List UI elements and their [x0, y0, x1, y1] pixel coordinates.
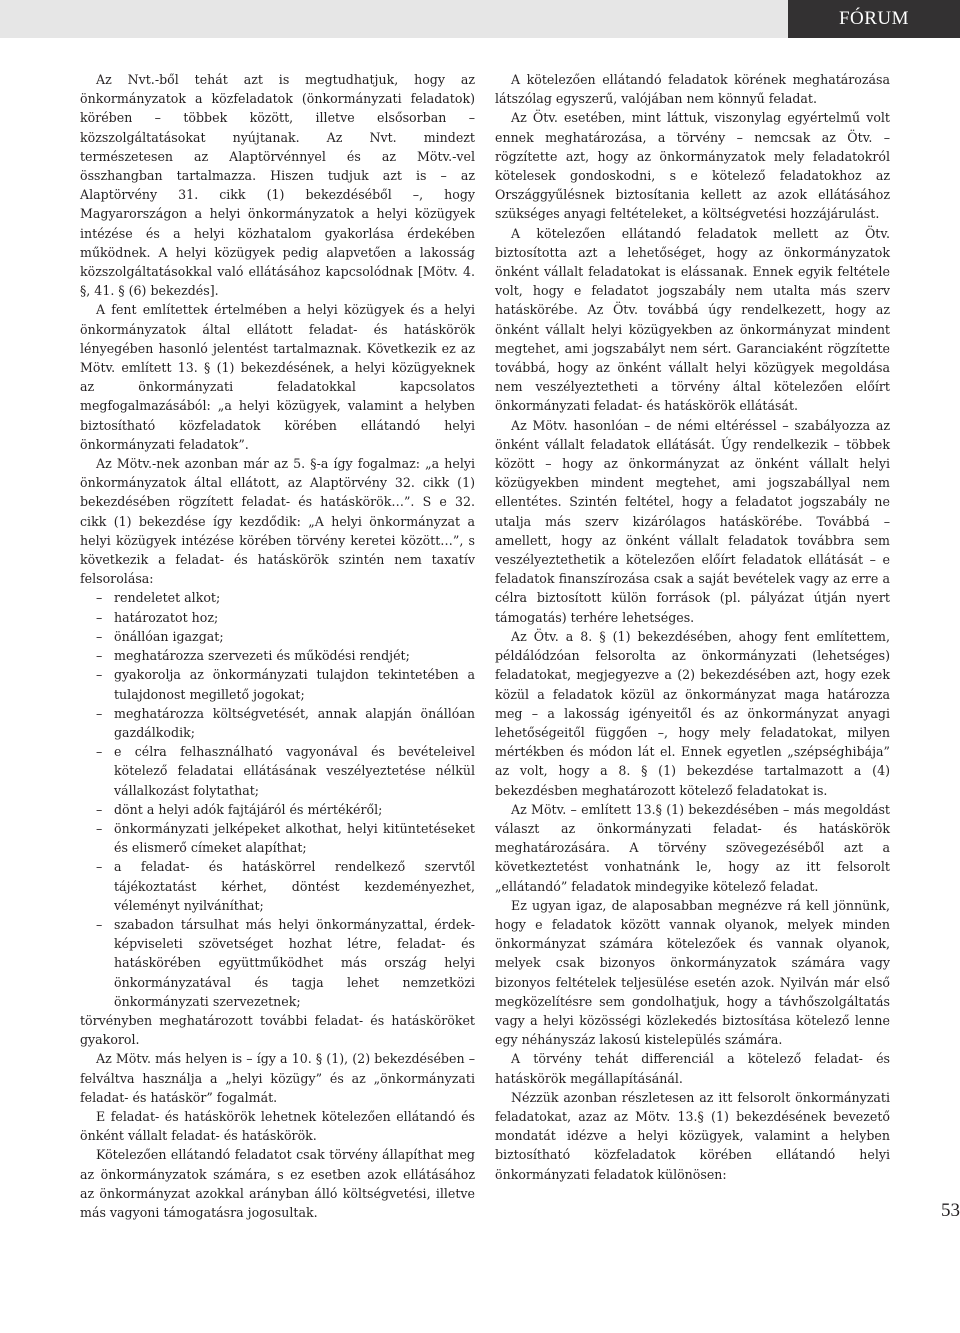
paragraph: Az Ötv. esetében, mint láttuk, viszonylag egyértelmű volt ennek meghatározása, a törvény – nemcsak az Ötv. – rögzítette azt, hogy az önkormányzatok mely feladatokról kötelesek gondoskodni, s e kötelező feladatokhoz az Országgyűlésnek biztosítania kellett az azok ellátásához szükséges anyagi feltételeket, a költségvetési hozzájárulást.	[495, 110, 890, 222]
list-item: – önállóan igazgat;	[114, 627, 475, 646]
paragraph: Az Ötv. a 8. § (1) bekezdésében, ahogy fent említettem, példálódzóan felsorolta az önkormányzati (lehetséges) feladatokat, megjegyezve a (2) bekezdésében azt, hogy ezek közül a feladatok közül az önkormányzat maga határozza meg – a lakosság igényeitől és az önkormányzat anyagi lehetőségeitől függően –, hogy mely feladatokat, milyen mértékben és módon lát el. Ennek egyetlen „szépséghibája” az volt, hogy a 8. § (1) bekezdése tartalmazott a (4) bekezdésben meghatározott kötelező feladatokat is.	[495, 628, 890, 798]
paragraph: E feladat- és hatáskörök lehetnek kötelezően ellátandó és önként vállalt feladat- és hatáskörök.	[80, 1108, 475, 1144]
paragraph: Ez ugyan igaz, de alaposabban megnézve rá kell jönnünk, hogy e feladatok között vannak olyanok, melyek minden önkormányzat számára kötelezőek és vannak olyanok, melyek csak bizonyos önkormányzatok számára vagy bizonyos feltételek teljesülése esetén azok. Nyilván már első megközelítésre sem gondolhatjuk, hogy a távhőszolgáltatás vagy a helyi közösségi közlekedés biztosítása kötelező lenne egy néhányszáz lakosú kistelepülés számára.	[495, 897, 890, 1048]
list-item: – e célra felhasználható vagyonával és bevételeivel kötelező feladatai ellátásának veszélyeztetése nélkül vállalkozást folytathat;	[114, 742, 475, 800]
paragraph: Nézzük azonban részletesen az itt felsorolt önkormányzati feladatokat, azaz az Mötv. 13.§ (1) bekezdésének bevezető mondatát idézve a helyi közügyek, valamint a helyben biztosítható közfeladatok körében ellátandó helyi önkormányzati feladatok különösen:	[495, 1089, 890, 1182]
list-item: – meghatározza költségvetését, annak alapján önállóan gazdálkodik;	[114, 704, 475, 742]
list-item: – meghatározza szervezeti és működési rendjét;	[114, 646, 475, 665]
left-column	[80, 70, 475, 1222]
right-column	[495, 70, 890, 1184]
paragraph: Az Mötv. más helyen is – így a 10. § (1), (2) bekezdésében – felváltva használja a „helyi közügy” és az „önkormányzati feladat- és hatáskör” fogalmát.	[80, 1051, 475, 1105]
section-label: FÓRUM	[788, 0, 960, 38]
paragraph: Kötelezően ellátandó feladatot csak törvény állapíthat meg az önkormányzatok számára, s ez esetben azok ellátásához az önkormányzat azokkal arányban álló költségvetési, illetve más vagyoni támogatásra jogosultak.	[80, 1147, 475, 1220]
list-item: – dönt a helyi adók fajtájáról és mértékéről;	[114, 800, 475, 819]
list-item: – a feladat- és hatáskörrel rendelkező szervtől tájékoztatást kérhet, döntést kezdeményezhet, véleményt nyilváníthat;	[114, 857, 475, 915]
paragraph: törvényben meghatározott további feladat- és hatásköröket gyakorol.	[80, 1012, 475, 1048]
paragraph: A kötelezően ellátandó feladatok mellett az Ötv. biztosította azt a lehetőséget, hogy az önkormányzatok önként vállalt feladatokat is elássanak. Ennek egyik feltétele volt, hogy e feladatot jogszabály nem utalta más szerv hatáskörébe. Az Ötv. továbbá úgy rendelkezett, hogy az önként vállalt helyi közügyekben az önkormányzat mindent megtehet, ami jogszabályt nem sért. Garanciaként rögzítette továbbá, hogy az önként vállalt helyi közügyek megoldása nem veszélyeztetheti a törvény által kötelezően előírt önkormányzati feladat- és hatáskörök ellátását.	[495, 225, 890, 414]
page-number: 53	[941, 1200, 960, 1221]
paragraph: A fent említettek értelmében a helyi közügyek és a helyi önkormányzatok által ellátott feladat- és hatáskörök lényegében hasonló jelentést tartalmaznak. Következik ez az Mötv. említett 13. § (1) bekezdésének, a helyi közügyeknek az önkormányzati feladatokkal kapcsolatos megfogalmazásából: „a helyi közügyek, valamint a helyben biztosítható közfeladatok körében ellátandó helyi önkormányzati feladatok”.	[80, 302, 475, 452]
paragraph: Az Nvt.-ből tehát azt is megtudhatjuk, hogy az önkormányzatok a közfeladatok (önkormányzati feladatok) körében – többek között, illetve elsősorban – közszolgáltatásokat nyújtanak. Az Nvt. mindezt természetesen az Alaptörvénnyel és az Mötv.-vel összhangban tartalmazza. Hiszen tudjuk azt is – az Alaptörvény 31. cikk (1) bekezdéséből –, hogy Magyarországon a helyi önkormányzatok a helyi közügyek intézése és a helyi közhatalom gyakorlása érdekében működnek. A helyi közügyek pedig alapvetően a lakosság közszolgáltatásokkal való ellátásához kapcsolódnak [Mötv. 4. §, 41. § (6) bekezdés].	[80, 72, 475, 299]
list-item: – rendeletet alkot;	[114, 588, 475, 607]
list-item: – önkormányzati jelképeket alkothat, helyi kitüntetéseket és elismerő címeket alapíthat;	[114, 819, 475, 857]
list-item: – gyakorolja az önkormányzati tulajdon tekintetében a tulajdonost megillető jogokat;	[114, 665, 475, 703]
paragraph: Az Mötv.-nek azonban már az 5. §-a így fogalmaz: „a helyi önkormányzatok által ellátott, az Alaptörvény 32. cikk (1) bekezdésében rögzített feladat- és hatáskörök…”. S e 32. cikk (1) bekezdése így kezdődik: „A helyi önkormányzat a helyi közügyek intézése körében törvény keretei között…”, s következik a feladat- és hatáskörök szintén nem taxatív felsorolása:	[80, 456, 475, 587]
list-item: – szabadon társulhat más helyi önkormányzattal, érdek-képviseleti szövetséget hozhat létre, feladat- és hatáskörében együttműködhet más ország helyi önkormányzatával és tagja lehet nemzetközi önkormányzati szervezetnek;	[114, 915, 475, 1011]
list-item: – határozatot hoz;	[114, 608, 475, 627]
paragraph: A törvény tehát differenciál a kötelező feladat- és hatáskörök megállapításánál.	[495, 1051, 890, 1086]
paragraph: A kötelezően ellátandó feladatok körének meghatározása látszólag egyszerű, valójában nem könnyű feladat.	[495, 72, 890, 107]
paragraph: Az Mötv. – említett 13.§ (1) bekezdésében – más megoldást választ az önkormányzati feladat- és hatáskörök meghatározására. A törvény szövegezéséből azt a következtetést vonhatnánk le, hogy az itt felsorolt „ellátandó” feladatok mindegyike kötelező feladat.	[495, 801, 890, 894]
paragraph: Az Mötv. hasonlóan – de némi eltéréssel – szabályozza az önként vállalt feladatok ellátását. Úgy rendelkezik – többek között – hogy az önkormányzat az önként vállalt helyi közügyekben mindent megtehet, ami jogszabállyal nem ellentétes. Szintén feltétel, hogy a feladatot jogszabály ne utalja más szerv kizárólagos hatáskörébe. Továbbá – amellett, hogy az önként vállalt feladatok továbbra sem veszélyeztethetik a kötelezően előírt feladatok ellátását – e feladatok finanszírozása csak a saját bevételek vagy az erre a célra biztosított külön források (pl. pályázat útján nyert támogatás) terhére lehetséges.	[495, 417, 890, 625]
competence-list	[80, 588, 475, 1010]
